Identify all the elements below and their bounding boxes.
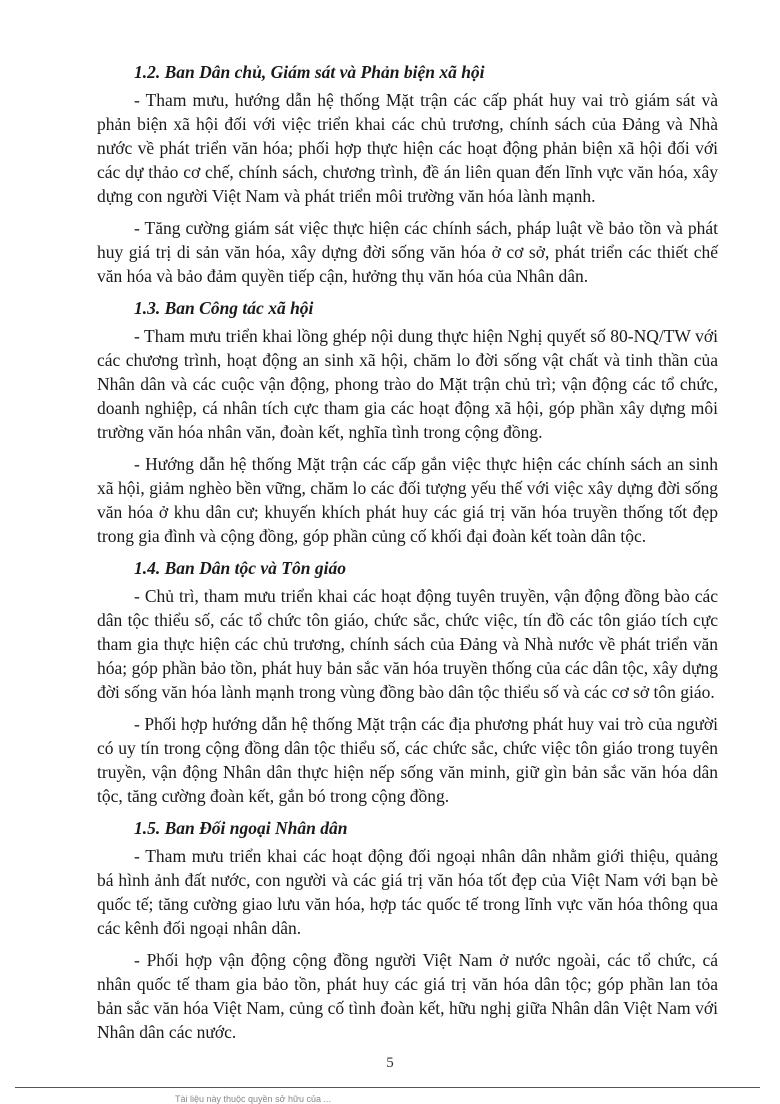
section-1-3 [97, 296, 718, 548]
footer-divider [15, 1087, 760, 1088]
paragraph: - Tham mưu triển khai lồng ghép nội dung thực hiện Nghị quyết số 80-NQ/TW với các chương trình, hoạt động an sinh xã hội, chăm lo đời sống vật chất và tinh thần của Nhân dân và các cuộc vận động, phong trào do Mặt trận chủ trì; vận động các tổ chức, doanh nghiệp, cá nhân tích cực tham gia các hoạt động xã hội, góp phần xây dựng môi trường văn hóa nhân văn, đoàn kết, nghĩa tình trong cộng đồng. [97, 326, 718, 442]
paragraph: - Tham mưu, hướng dẫn hệ thống Mặt trận các cấp phát huy vai trò giám sát và phản biện xã hội đối với việc triển khai các chủ trương, chính sách của Đảng và Nhà nước về phát triển văn hóa; phối hợp thực hiện các hoạt động phản biện xã hội đối với các dự thảo cơ chế, chính sách, chương trình, đề án liên quan đến lĩnh vực văn hóa, xây dựng con người Việt Nam và phát triển môi trường văn hóa lành mạnh. [97, 90, 718, 206]
paragraph: - Hướng dẫn hệ thống Mặt trận các cấp gắn việc thực hiện các chính sách an sinh xã hội, giảm nghèo bền vững, chăm lo các đối tượng yếu thế với việc xây dựng đời sống văn hóa ở khu dân cư; khuyến khích phát huy các giá trị văn hóa truyền thống tốt đẹp trong gia đình và cộng đồng, góp phần củng cố khối đại đoàn kết toàn dân tộc. [97, 454, 718, 546]
paragraph: - Tham mưu triển khai các hoạt động đối ngoại nhân dân nhằm giới thiệu, quảng bá hình ảnh đất nước, con người và các giá trị văn hóa tốt đẹp của Việt Nam với bạn bè quốc tế; tăng cường giao lưu văn hóa, hợp tác quốc tế trong lĩnh vực văn hóa thông qua các kênh đối ngoại nhân dân. [97, 846, 718, 938]
section-1-4 [97, 556, 718, 808]
section-heading: 1.4. Ban Dân tộc và Tôn giáo [134, 558, 346, 578]
section-heading: 1.2. Ban Dân chủ, Giám sát và Phản biện xã hội [134, 62, 485, 82]
paragraph: - Chủ trì, tham mưu triển khai các hoạt động tuyên truyền, vận động đồng bào các dân tộc thiểu số, các tổ chức tôn giáo, chức sắc, chức việc, tín đồ các tôn giáo tích cực tham gia thực hiện các chủ trương, chính sách của Đảng và Nhà nước về phát triển văn hóa; góp phần bảo tồn, phát huy bản sắc văn hóa truyền thống của các dân tộc, xây dựng đời sống văn hóa lành mạnh trong vùng đồng bào dân tộc thiểu số và các cơ sở tôn giáo. [97, 586, 718, 702]
section-1-2 [97, 60, 718, 288]
paragraph: - Tăng cường giám sát việc thực hiện các chính sách, pháp luật về bảo tồn và phát huy giá trị di sản văn hóa, xây dựng đời sống văn hóa ở cơ sở, phát triển các thiết chế văn hóa và bảo đảm quyền tiếp cận, hưởng thụ văn hóa của Nhân dân. [97, 218, 718, 286]
page-number: 5 [386, 1055, 394, 1071]
section-1-5 [97, 816, 718, 1044]
footer-note: Tài liệu này thuộc quyền sở hữu của ... [175, 1094, 332, 1104]
paragraph: - Phối hợp hướng dẫn hệ thống Mặt trận các địa phương phát huy vai trò của người có uy tín trong cộng đồng dân tộc thiểu số, các chức sắc, chức việc tôn giáo trong tuyên truyền, vận động Nhân dân thực hiện nếp sống văn minh, giữ gìn bản sắc văn hóa dân tộc, tăng cường đoàn kết, gắn bó trong cộng đồng. [97, 714, 718, 806]
paragraph: - Phối hợp vận động cộng đồng người Việt Nam ở nước ngoài, các tổ chức, cá nhân quốc tế tham gia bảo tồn, phát huy các giá trị văn hóa dân tộc; góp phần lan tỏa bản sắc văn hóa Việt Nam, củng cố tình đoàn kết, hữu nghị giữa Nhân dân Việt Nam với Nhân dân các nước. [97, 950, 718, 1042]
page-body [97, 60, 718, 1052]
section-heading: 1.5. Ban Đối ngoại Nhân dân [134, 818, 348, 838]
section-heading: 1.3. Ban Công tác xã hội [134, 298, 314, 318]
